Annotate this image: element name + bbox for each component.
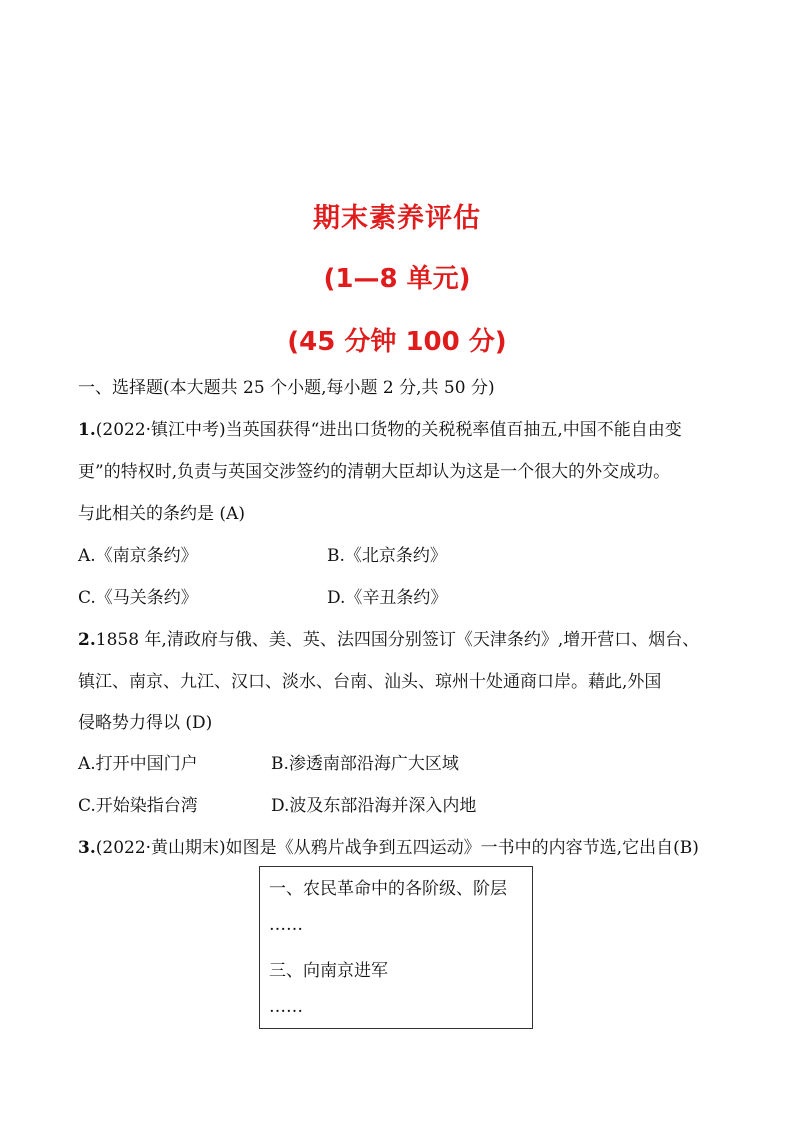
question-2-option-a: A.打开中国门户 <box>78 754 198 774</box>
exam-title: 期末素养评估 <box>313 203 481 234</box>
excerpt-ellipsis-1: …… <box>269 915 303 935</box>
exam-units: (1—8 单元) <box>323 264 471 294</box>
question-2-number: 2. <box>78 630 96 650</box>
question-2-option-c: C.开始染指台湾 <box>78 796 198 816</box>
question-1-text-1: (2022·镇江中考)当英国获得“进出口货物的关税税率值百抽五,中国不能自由变 <box>95 420 682 440</box>
question-2-text-1: 1858 年,清政府与俄、美、英、法四国分别签订《天津条约》,增开营口、烟台、 <box>95 630 700 650</box>
section-heading: 一、选择题(本大题共 25 个小题,每小题 2 分,共 50 分) <box>78 378 495 398</box>
question-1-option-a: A.《南京条约》 <box>78 546 198 566</box>
question-1-option-d: D.《辛丑条约》 <box>327 588 448 608</box>
question-2-line-3: 侵略势力得以 (D) <box>78 713 213 733</box>
question-1-option-b: B.《北京条约》 <box>327 546 447 566</box>
question-1-line-2: 更”的特权时,负责与英国交涉签约的清朝大臣却认为这是一个很大的外交成功。 <box>78 462 671 482</box>
exam-time-score: (45 分钟 100 分) <box>287 327 507 357</box>
question-1-number: 1. <box>78 420 96 440</box>
question-3-text-1: (2022·黄山期末)如图是《从鸦片战争到五四运动》一书中的内容节选,它出自(B) <box>95 838 699 858</box>
excerpt-line-2: 三、向南京进军 <box>269 961 388 981</box>
question-2-option-b: B.渗透南部沿海广大区域 <box>271 754 459 774</box>
question-2-line-2: 镇江、南京、九江、汉口、淡水、台南、汕头、琼州十处通商口岸。藉此,外国 <box>78 672 662 692</box>
question-1-line-1 <box>78 418 682 442</box>
question-3-line-1 <box>78 836 699 860</box>
excerpt-line-1: 一、农民革命中的各阶级、阶层 <box>269 879 507 899</box>
excerpt-ellipsis-2: …… <box>269 997 303 1017</box>
question-3-number: 3. <box>78 838 96 858</box>
question-2-option-d: D.波及东部沿海并深入内地 <box>271 796 477 816</box>
question-2-line-1 <box>78 628 699 652</box>
excerpt-box <box>259 866 533 1029</box>
question-1-option-c: C.《马关条约》 <box>78 588 198 608</box>
question-1-line-3: 与此相关的条约是 (A) <box>78 504 245 524</box>
